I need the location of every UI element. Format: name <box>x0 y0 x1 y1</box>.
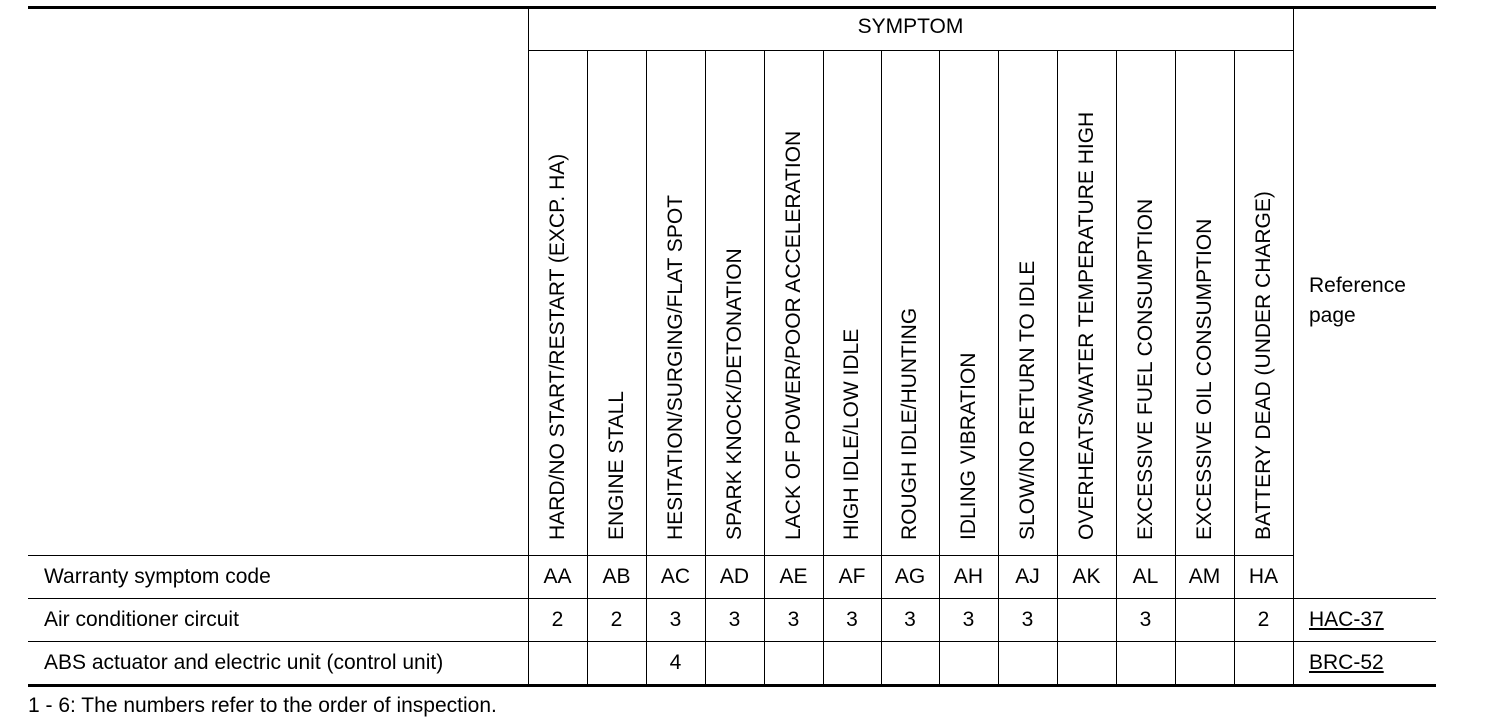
table-cell: AK <box>1072 565 1101 588</box>
table-cell: AA <box>543 565 572 588</box>
column-rule <box>705 50 706 684</box>
reference-header-line2: page <box>1309 304 1356 327</box>
table-cell: 3 <box>1139 608 1152 631</box>
symptom-column-header: SPARK KNOCK/DETONATION <box>722 248 746 540</box>
reference-header: Reference <box>1309 274 1406 297</box>
symptom-column-header: LACK OF POWER/POOR ACCELERATION <box>781 130 805 540</box>
symptom-column-header: SLOW/NO RETURN TO IDLE <box>1015 260 1039 540</box>
column-rule <box>587 50 588 684</box>
table-cell: 3 <box>787 608 800 631</box>
symptom-column-header: BATTERY DEAD (UNDER CHARGE) <box>1251 191 1275 540</box>
column-rule <box>1057 50 1058 684</box>
reference-link[interactable]: HAC-37 <box>1309 608 1384 631</box>
symptom-column-header: OVERHEATS/WATER TEMPERATURE HIGH <box>1074 111 1098 540</box>
reference-link[interactable]: BRC-52 <box>1309 651 1384 674</box>
column-rule <box>939 50 940 684</box>
symptom-header: SYMPTOM <box>857 15 964 38</box>
table-cell: 3 <box>1021 608 1034 631</box>
table-cell: AM <box>1188 565 1221 588</box>
symptom-column-header: HARD/NO START/RESTART (EXCP. HA) <box>545 153 569 540</box>
row-label: Air conditioner circuit <box>44 608 239 631</box>
symptom-column-header: EXCESSIVE FUEL CONSUMPTION <box>1133 198 1157 540</box>
symptom-column-header: EXCESSIVE OIL CONSUMPTION <box>1192 218 1216 540</box>
footnote: 1 - 6: The numbers refer to the order of inspection. <box>28 694 497 717</box>
table-cell: 3 <box>846 608 858 631</box>
table-cell: 2 <box>610 608 623 631</box>
symptom-column-header: HIGH IDLE/LOW IDLE <box>840 328 863 540</box>
table-cell: 4 <box>669 651 682 674</box>
row-rule <box>28 555 1293 556</box>
symptom-column-header: HESITATION/SURGING/FLAT SPOT <box>663 195 687 540</box>
table-cell: AL <box>1132 565 1159 588</box>
row-rule <box>28 598 1436 599</box>
column-rule <box>646 50 647 684</box>
table-top-border <box>28 6 1436 9</box>
table-cell: AH <box>953 565 984 588</box>
table-cell: AE <box>779 565 808 588</box>
table-cell: AC <box>660 565 691 588</box>
row-label: Warranty symptom code <box>44 565 271 588</box>
column-rule <box>1175 50 1176 684</box>
table-bottom-border <box>28 684 1436 687</box>
symptom-header-rule <box>528 50 1293 51</box>
table-cell: 3 <box>728 608 741 631</box>
symptom-column-header: IDLING VIBRATION <box>956 352 980 540</box>
column-rule <box>1293 6 1294 684</box>
column-rule <box>1116 50 1117 684</box>
row-rule <box>28 641 1436 642</box>
table-cell: AG <box>894 565 926 588</box>
table-cell: AF <box>838 565 866 588</box>
column-rule <box>823 50 824 684</box>
table-cell: 3 <box>669 608 682 631</box>
table-cell: AJ <box>1015 565 1040 588</box>
column-rule <box>764 50 765 684</box>
table-cell: AD <box>719 565 750 588</box>
column-rule <box>881 50 882 684</box>
table-cell: AB <box>602 565 631 588</box>
table-cell: 2 <box>551 608 564 631</box>
symptom-column-header: ENGINE STALL <box>604 391 628 540</box>
column-rule <box>1234 50 1235 684</box>
table-cell: 3 <box>904 608 916 631</box>
table-cell: 2 <box>1257 608 1270 631</box>
table-cell: 3 <box>962 608 975 631</box>
symptom-column-header: ROUGH IDLE/HUNTING <box>898 307 921 540</box>
row-label: ABS actuator and electric unit (control unit) <box>44 651 444 674</box>
column-rule <box>998 50 999 684</box>
table-cell: HA <box>1248 565 1279 588</box>
